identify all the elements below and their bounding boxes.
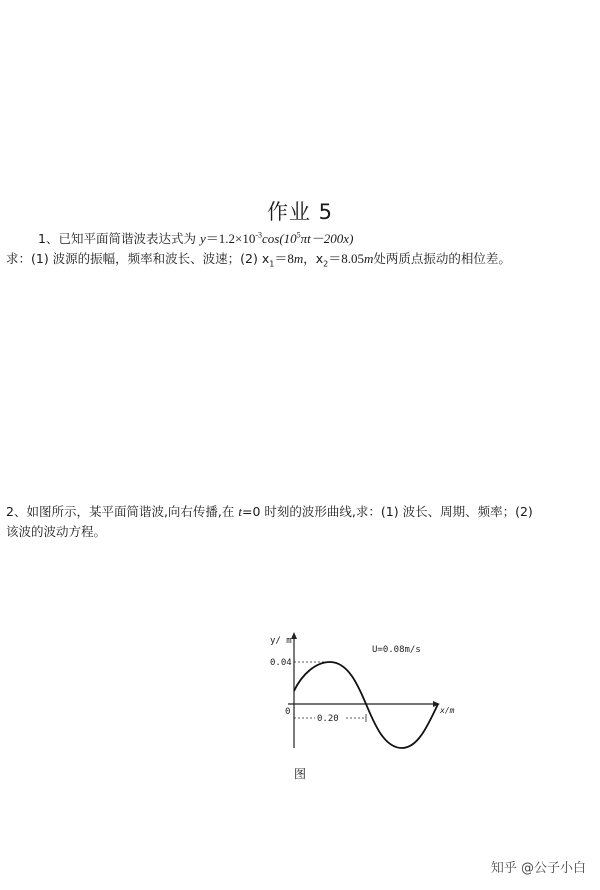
x-axis-label: x/m xyxy=(440,706,455,715)
q2-text-a: 2、如图所示，某平面简谐波,向右传播,在 xyxy=(6,504,235,519)
question-2-line-2: 该波的波动方程。 xyxy=(6,524,107,539)
x-tick-label: 0.20 xyxy=(317,714,339,724)
q2-t-var: t xyxy=(238,504,243,519)
wave-curve xyxy=(294,662,438,748)
q1-text-e: 处两质点振动的相位差。 xyxy=(373,251,511,266)
q1-text-d: ＝8.05 xyxy=(328,251,365,266)
question-1-intro: 1、已知平面简谐波表达式为 xyxy=(38,231,196,246)
q1-unit-1: m xyxy=(293,251,304,266)
wave-equation xyxy=(200,231,353,246)
eq-cos: cos(10 xyxy=(262,231,297,246)
eq-amplitude: ＝1.2×10 xyxy=(205,231,256,246)
wave-figure xyxy=(268,630,468,755)
page-title: 作业 5 xyxy=(266,200,334,224)
y-axis-arrow xyxy=(291,632,297,639)
q1-sub-2: 2 xyxy=(323,259,329,269)
q2-text-b: =0 时刻的波形曲线,求：(1) 波长、周期、频率；(2) xyxy=(242,504,533,519)
eq-exponent-2: 5 xyxy=(296,230,301,240)
y-axis-label: y/ m xyxy=(270,636,292,646)
q1-text-c: ，x xyxy=(303,251,324,266)
question-2-line-1 xyxy=(6,503,533,521)
watermark: 知乎 @公子小白 xyxy=(490,861,586,876)
question-1-line-2 xyxy=(6,250,511,268)
question-1-line-1 xyxy=(38,230,353,248)
figure-caption: 图 xyxy=(293,767,306,781)
q1-sub-1: 1 xyxy=(269,259,275,269)
amplitude-label: 0.04 xyxy=(270,658,292,668)
q1-text-a: 求：(1) 波源的振幅，频率和波长、波速；(2) x xyxy=(6,251,270,266)
eq-exponent-1: -3 xyxy=(255,230,262,240)
eq-phase: πt－200x) xyxy=(300,231,354,246)
speed-label: U=0.08m/s xyxy=(372,645,421,655)
origin-label: 0 xyxy=(285,707,291,717)
eq-y-var: y xyxy=(199,231,206,246)
q1-unit-2: m xyxy=(364,251,374,266)
q1-text-b: ＝8 xyxy=(274,251,294,266)
